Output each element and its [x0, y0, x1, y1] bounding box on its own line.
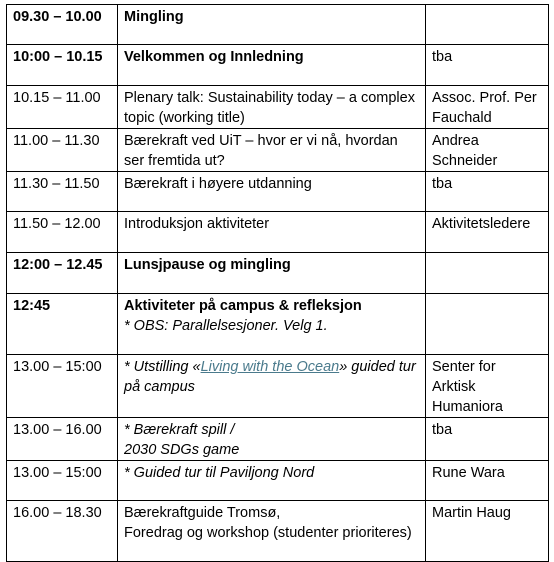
time-cell: 10.15 – 11.00	[7, 86, 118, 129]
time-cell: 13.00 – 15:00	[7, 461, 118, 501]
table-row	[7, 45, 549, 86]
table-row	[7, 355, 549, 418]
presenter-cell: Assoc. Prof. Per Fauchald	[426, 86, 549, 129]
session-line-2: 2030 SDGs game	[124, 442, 240, 458]
time-cell: 12:45	[7, 294, 118, 355]
session-note: * OBS: Parallelsesjoner. Velg 1.	[124, 318, 328, 334]
program-schedule-table	[6, 4, 549, 562]
session-cell: Lunsjpause og mingling	[118, 253, 426, 294]
time-cell: 11.30 – 11.50	[7, 172, 118, 212]
table-row	[7, 461, 549, 501]
session-text-suffix: » guided tur på campus	[124, 359, 416, 395]
presenter-cell: Martin Haug	[426, 501, 549, 562]
table-row	[7, 253, 549, 294]
table-row	[7, 5, 549, 45]
session-line-2: Foredrag og workshop (studenter prioriteres)	[124, 525, 412, 541]
time-cell: 13.00 – 15:00	[7, 355, 118, 418]
presenter-cell: Aktivitetsledere	[426, 212, 549, 253]
presenter-cell: tba	[426, 172, 549, 212]
presenter-cell: Andrea Schneider	[426, 129, 549, 172]
session-cell: Bærekraft i høyere utdanning	[118, 172, 426, 212]
table-row	[7, 86, 549, 129]
presenter-cell	[426, 294, 549, 355]
session-cell: Mingling	[118, 5, 426, 45]
table-row	[7, 501, 549, 562]
table-row	[7, 418, 549, 461]
presenter-cell: Senter for Arktisk Humaniora	[426, 355, 549, 418]
presenter-cell: tba	[426, 418, 549, 461]
session-title: Aktiviteter på campus & refleksjon	[124, 298, 362, 314]
presenter-cell	[426, 253, 549, 294]
session-text-prefix: * Utstilling «	[124, 359, 201, 375]
time-cell: 16.00 – 18.30	[7, 501, 118, 562]
time-cell: 11.50 – 12.00	[7, 212, 118, 253]
time-cell: 10:00 – 10.15	[7, 45, 118, 86]
session-cell	[118, 418, 426, 461]
session-cell: Introduksjon aktiviteter	[118, 212, 426, 253]
table-row	[7, 129, 549, 172]
session-cell	[118, 501, 426, 562]
table-row	[7, 172, 549, 212]
time-cell: 13.00 – 16.00	[7, 418, 118, 461]
session-cell: * Guided tur til Paviljong Nord	[118, 461, 426, 501]
time-cell: 09.30 – 10.00	[7, 5, 118, 45]
session-cell: Velkommen og Innledning	[118, 45, 426, 86]
presenter-cell	[426, 5, 549, 45]
session-cell	[118, 294, 426, 355]
time-cell: 11.00 – 11.30	[7, 129, 118, 172]
session-line-1: Bærekraftguide Tromsø,	[124, 505, 281, 521]
table-row	[7, 294, 549, 355]
session-cell: Bærekraft ved UiT – hvor er vi nå, hvordan ser fremtida ut?	[118, 129, 426, 172]
table-row	[7, 212, 549, 253]
session-cell: Plenary talk: Sustainability today – a complex topic (working title)	[118, 86, 426, 129]
session-cell	[118, 355, 426, 418]
exhibition-link[interactable]: Living with the Ocean	[200, 359, 340, 375]
presenter-cell: tba	[426, 45, 549, 86]
presenter-cell: Rune Wara	[426, 461, 549, 501]
time-cell: 12:00 – 12.45	[7, 253, 118, 294]
session-line-1: * Bærekraft spill /	[124, 422, 235, 438]
